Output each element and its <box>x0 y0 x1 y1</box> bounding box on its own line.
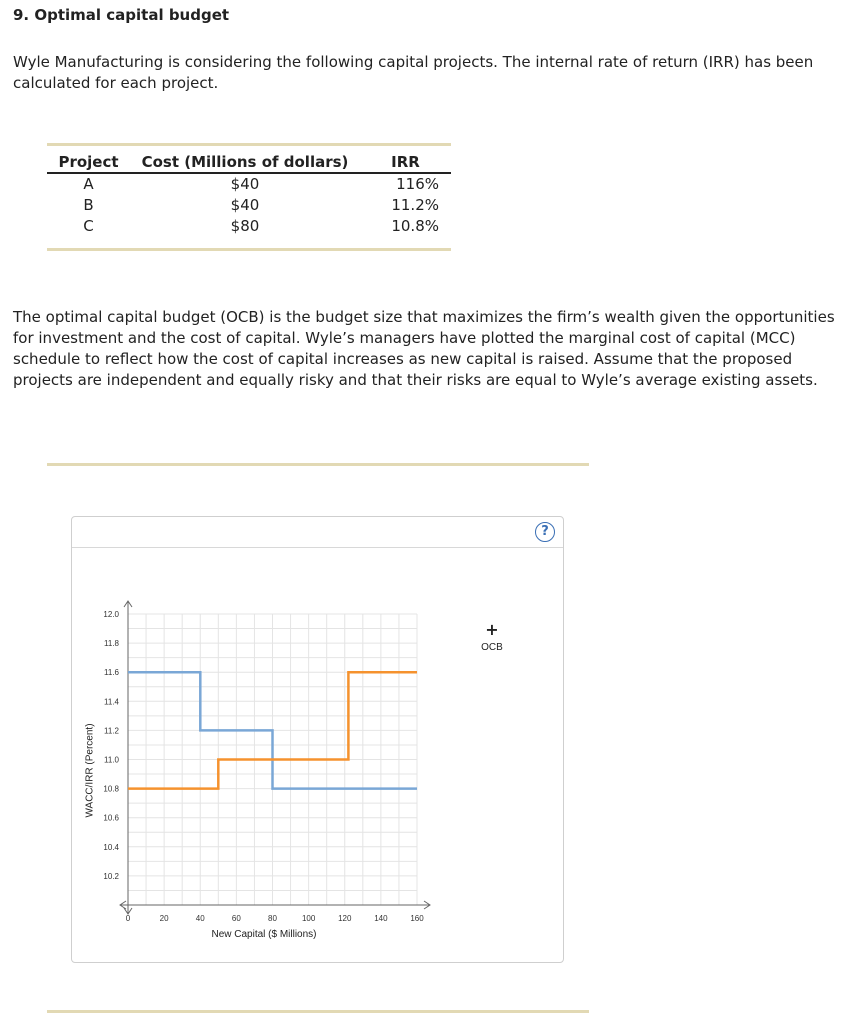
y-tick-label: 11.8 <box>104 639 119 649</box>
x-tick-label: 40 <box>195 914 205 923</box>
ocb-marker-tool[interactable] <box>472 622 512 653</box>
x-tick-label: 0 <box>125 914 131 923</box>
question-heading: 9. Optimal capital budget <box>13 6 230 24</box>
project-irr: 116% <box>396 175 439 193</box>
graph-top-rule <box>47 463 589 466</box>
table-row <box>47 195 451 216</box>
y-tick-label: 10.8 <box>103 784 119 794</box>
project-name: A <box>83 175 94 193</box>
x-tick-label: 120 <box>338 914 352 923</box>
project-name: C <box>83 217 94 235</box>
intro-paragraph: Wyle Manufacturing is considering the following capital projects. The internal rate of return (IRR) has been calculated for each project. <box>13 53 814 92</box>
x-tick-label: 160 <box>410 914 424 923</box>
y-tick-label: 11.6 <box>104 668 119 678</box>
y-tick-label: 11.2 <box>104 726 119 736</box>
y-tick-label: 10.6 <box>103 813 119 823</box>
table-row <box>47 216 451 237</box>
table-header-row <box>47 152 451 174</box>
table-row <box>47 174 451 195</box>
header-irr: IRR <box>391 153 420 171</box>
x-tick-label: 60 <box>231 914 241 923</box>
project-irr: 11.2% <box>391 196 439 214</box>
project-cost: $80 <box>230 217 260 235</box>
header-cost: Cost (Millions of dollars) <box>141 153 349 171</box>
projects-table <box>47 152 451 237</box>
x-axis-label: New Capital ($ Millions) <box>211 929 317 940</box>
x-tick-label: 100 <box>301 914 316 923</box>
y-axis-label: WACC/IRR (Percent) <box>84 723 96 818</box>
y-tick-label: 10.4 <box>103 842 119 852</box>
y-tick-label: 11.0 <box>104 755 119 765</box>
table-top-rule <box>47 143 451 146</box>
project-cost: $40 <box>230 196 260 214</box>
ocb-plus-icon[interactable]: + <box>485 620 499 639</box>
y-tick-label: 10.2 <box>103 871 119 881</box>
table-bottom-rule <box>47 248 451 251</box>
y-tick-label: 11.4 <box>104 697 119 707</box>
project-cost: $40 <box>230 175 260 193</box>
ocb-label: OCB <box>481 642 503 653</box>
graph-toolbar <box>72 517 563 548</box>
header-project: Project <box>58 153 119 171</box>
help-icon[interactable]: ? <box>535 522 555 542</box>
project-irr: 10.8% <box>391 217 439 235</box>
project-name: B <box>83 196 94 214</box>
x-tick-label: 20 <box>159 914 169 923</box>
y-tick-label: 12.0 <box>103 610 119 619</box>
graph-bottom-rule <box>47 1010 589 1013</box>
mcc-ios-chart[interactable] <box>92 587 472 947</box>
x-tick-label: 80 <box>268 914 277 923</box>
ocb-description: The optimal capital budget (OCB) is the budget size that maximizes the firm’s wealth given the opportunities for investment and the cost of capital. Wyle’s managers have plotted the marginal cost of capital (MCC) schedule to reflect how the cost of capital increases as new capital is raised. Assume that the proposed projects are independent and equally risky and that their risks are equal to Wyle’s average existing assets. <box>13 308 835 389</box>
x-tick-label: 140 <box>374 914 388 923</box>
chart-axes <box>120 601 430 914</box>
graph-panel <box>71 516 564 963</box>
